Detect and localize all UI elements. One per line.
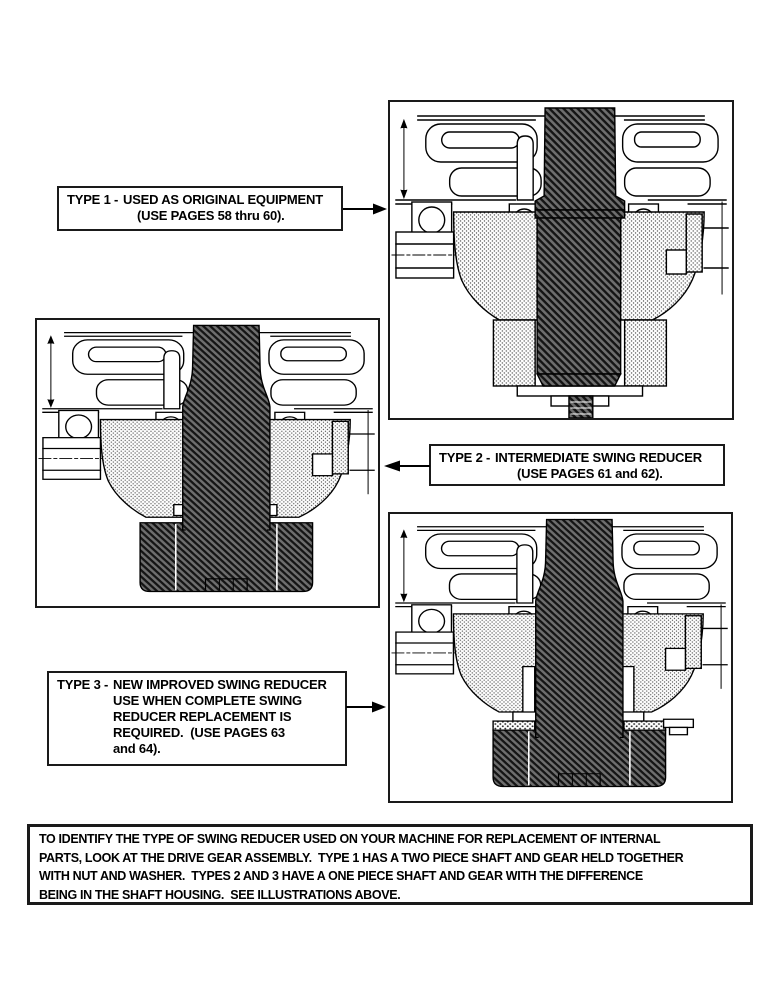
callout-line: (USE PAGES 61 and 62). xyxy=(517,466,663,481)
callout-line: REQUIRED. (USE PAGES 63 xyxy=(113,725,285,740)
callout-type-1-label: TYPE 1 - xyxy=(67,192,119,207)
callout-type-1-desc xyxy=(123,192,337,224)
instruction-line: TO IDENTIFY THE TYPE OF SWING REDUCER USED ON YOUR MACHINE FOR REPLACEMENT OF INTERNAL xyxy=(39,832,661,846)
callout-type-2-desc xyxy=(495,450,719,482)
callout-line: USED AS ORIGINAL EQUIPMENT xyxy=(123,192,323,207)
instruction-line: WITH NUT AND WASHER. TYPES 2 AND 3 HAVE A ONE PIECE SHAFT AND GEAR WITH THE DIFFERENCE xyxy=(39,869,643,883)
type-1-cross-section-drawing xyxy=(390,102,732,418)
arrow-right-icon xyxy=(343,203,387,215)
callout-type-3-label: TYPE 3 - xyxy=(57,677,109,692)
callout-line: REDUCER REPLACEMENT IS xyxy=(113,709,292,724)
type-3-figure-box xyxy=(388,512,733,803)
arrow-right-icon xyxy=(346,701,386,713)
callout-type-1 xyxy=(57,186,343,231)
arrow-left-icon xyxy=(384,460,430,472)
type-1-figure-box xyxy=(388,100,734,420)
callout-line: NEW IMPROVED SWING REDUCER xyxy=(113,677,327,692)
instruction-line: BEING IN THE SHAFT HOUSING. SEE ILLUSTRATIONS ABOVE. xyxy=(39,887,401,902)
callout-type-2-label: TYPE 2 - xyxy=(439,450,491,465)
identification-instructions xyxy=(27,824,753,905)
type-2-cross-section-drawing xyxy=(37,320,378,606)
callout-line: INTERMEDIATE SWING REDUCER xyxy=(495,450,702,465)
callout-line: and 64). xyxy=(113,741,161,756)
callout-line: (USE PAGES 58 thru 60). xyxy=(137,208,285,223)
type-2-figure-box xyxy=(35,318,380,608)
callout-type-2 xyxy=(429,444,725,486)
callout-line: USE WHEN COMPLETE SWING xyxy=(113,693,302,708)
instruction-line: PARTS, LOOK AT THE DRIVE GEAR ASSEMBLY. TYPE 1 HAS A TWO PIECE SHAFT AND GEAR HELD TOGETHER xyxy=(39,850,684,865)
callout-type-3-desc xyxy=(113,677,341,757)
type-3-cross-section-drawing xyxy=(390,514,731,801)
callout-type-3 xyxy=(47,671,347,766)
